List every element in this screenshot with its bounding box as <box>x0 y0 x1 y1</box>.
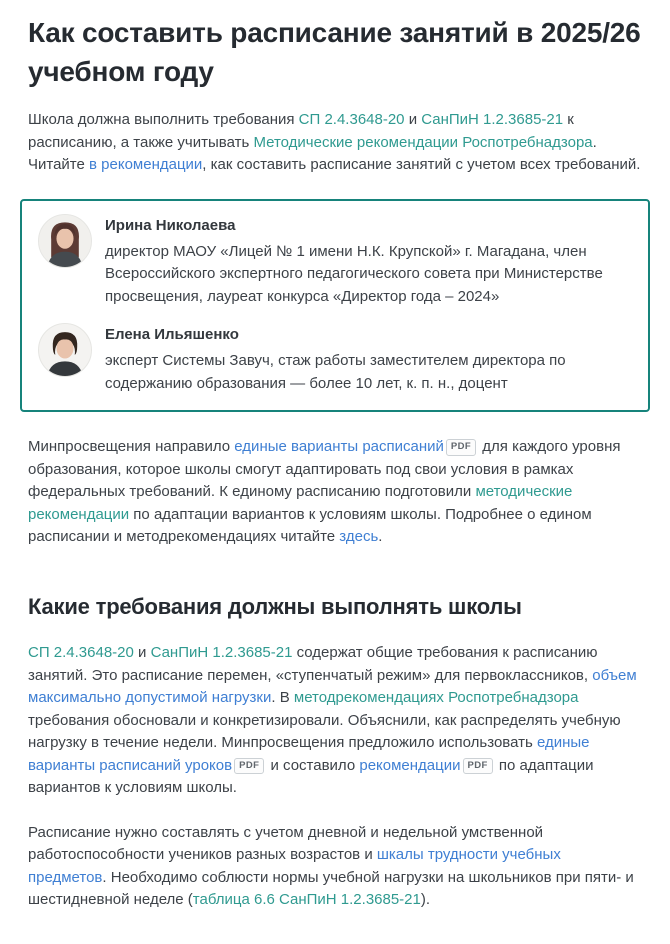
page-title: Как составить расписание занятий в 2025/26 учебном году <box>28 17 641 87</box>
section-heading-requirements: Какие требования должны выполнять школы <box>28 593 522 619</box>
text-run: Расписание нужно составлять с учетом дневной и недельной умственной работоспособности учеников разных возрастов и <box>28 823 544 864</box>
inline-link[interactable]: СанПиН 1.2.3685-21 <box>150 644 293 662</box>
unified-schedules-paragraph <box>28 436 642 549</box>
expert-info <box>105 214 632 309</box>
text-run: содержат общие требования к расписанию занятий. Это расписание перемен, «ступенчатый режим» для первоклассников, <box>28 644 598 684</box>
inline-link[interactable]: таблица 6.6 СанПиН 1.2.3685-21 <box>192 891 421 909</box>
expert-card <box>38 323 632 395</box>
text-run: Читайте <box>28 156 90 174</box>
text-run: для каждого уровня образования, которое школы смогут адаптировать под свои условия в рамках федеральных требований. К единому расписанию подготовили <box>28 438 621 501</box>
text-run: и <box>404 111 422 129</box>
pdf-badge[interactable]: PDF <box>446 439 476 455</box>
inline-link[interactable]: рекомендации <box>359 756 461 774</box>
expert-description: директор МАОУ «Лицей № 1 имени Н.К. Крупской» г. Магадана, член Всероссийского экспертного педагогического совета при Министерстве просвещения, лауреат конкурса «Директор года – 2024» <box>105 242 603 305</box>
inline-link[interactable]: объем максимально допустимой нагрузки <box>28 666 637 707</box>
inline-link[interactable]: шкалы трудности учебных предметов <box>28 846 561 886</box>
text-run: ). <box>420 891 431 909</box>
text-run: и составило <box>266 756 360 774</box>
inline-link[interactable]: Методические рекомендации Роспотребнадзора <box>253 133 593 151</box>
inline-link[interactable]: методрекомендациях Роспотребнадзора <box>293 689 579 707</box>
inline-link[interactable]: единые варианты расписаний <box>234 438 444 456</box>
text-run: . <box>378 528 383 546</box>
expert-name: Ирина Николаева <box>105 216 236 234</box>
text-run: , как составить расписание занятий с учетом всех требований. <box>202 156 641 174</box>
text-run: Минпросвещения направило <box>28 438 235 456</box>
expert-photo-avatar <box>38 214 92 268</box>
pdf-badge[interactable]: PDF <box>463 758 493 774</box>
inline-link[interactable]: единые варианты расписаний уроков <box>28 734 590 774</box>
inline-link[interactable]: СП 2.4.3648-20 <box>298 111 405 129</box>
text-run: по адаптации вариантов к условиям школы. Подробнее о едином расписании и методрекомендациях читайте <box>28 505 592 546</box>
text-run: Школа должна выполнить требования <box>28 111 299 129</box>
woman-long-hair-portrait-icon <box>39 215 91 267</box>
expert-description: эксперт Системы Завуч, стаж работы заместителем директора по содержанию образования — более 10 лет, к. п. н., доцент <box>105 352 566 392</box>
expert-photo-avatar <box>38 323 92 377</box>
inline-link[interactable]: в рекомендации <box>89 156 203 174</box>
experts-box <box>20 199 650 413</box>
pdf-badge[interactable]: PDF <box>234 758 264 774</box>
expert-card <box>38 214 632 309</box>
inline-link[interactable]: методические рекомендации <box>28 483 573 523</box>
inline-link[interactable]: СП 2.4.3648-20 <box>28 644 134 662</box>
expert-name: Елена Ильяшенко <box>105 326 239 344</box>
text-run: к расписанию, а также учитывать <box>28 111 574 151</box>
text-run: . Необходимо соблюсти нормы учебной нагрузки на школьников при пяти- и шестидневной неделе ( <box>28 868 634 909</box>
requirements-paragraph <box>28 642 642 800</box>
text-run: и <box>133 644 151 662</box>
intro-paragraph <box>28 109 642 177</box>
expert-info <box>105 323 632 395</box>
inline-link[interactable]: СанПиН 1.2.3685-21 <box>421 111 564 129</box>
woman-short-hair-portrait-icon <box>39 324 91 376</box>
text-run: по адаптации вариантов к условиям школы. <box>28 756 594 797</box>
text-run: . В <box>271 689 294 707</box>
workload-paragraph <box>28 822 642 912</box>
inline-link[interactable]: здесь <box>339 528 379 546</box>
text-run: . <box>592 133 597 151</box>
text-run: требования обосновали и конкретизировали. Объяснили, как распределять учебную нагрузку в течение недели. Минпросвещения предложило использовать <box>28 711 621 752</box>
